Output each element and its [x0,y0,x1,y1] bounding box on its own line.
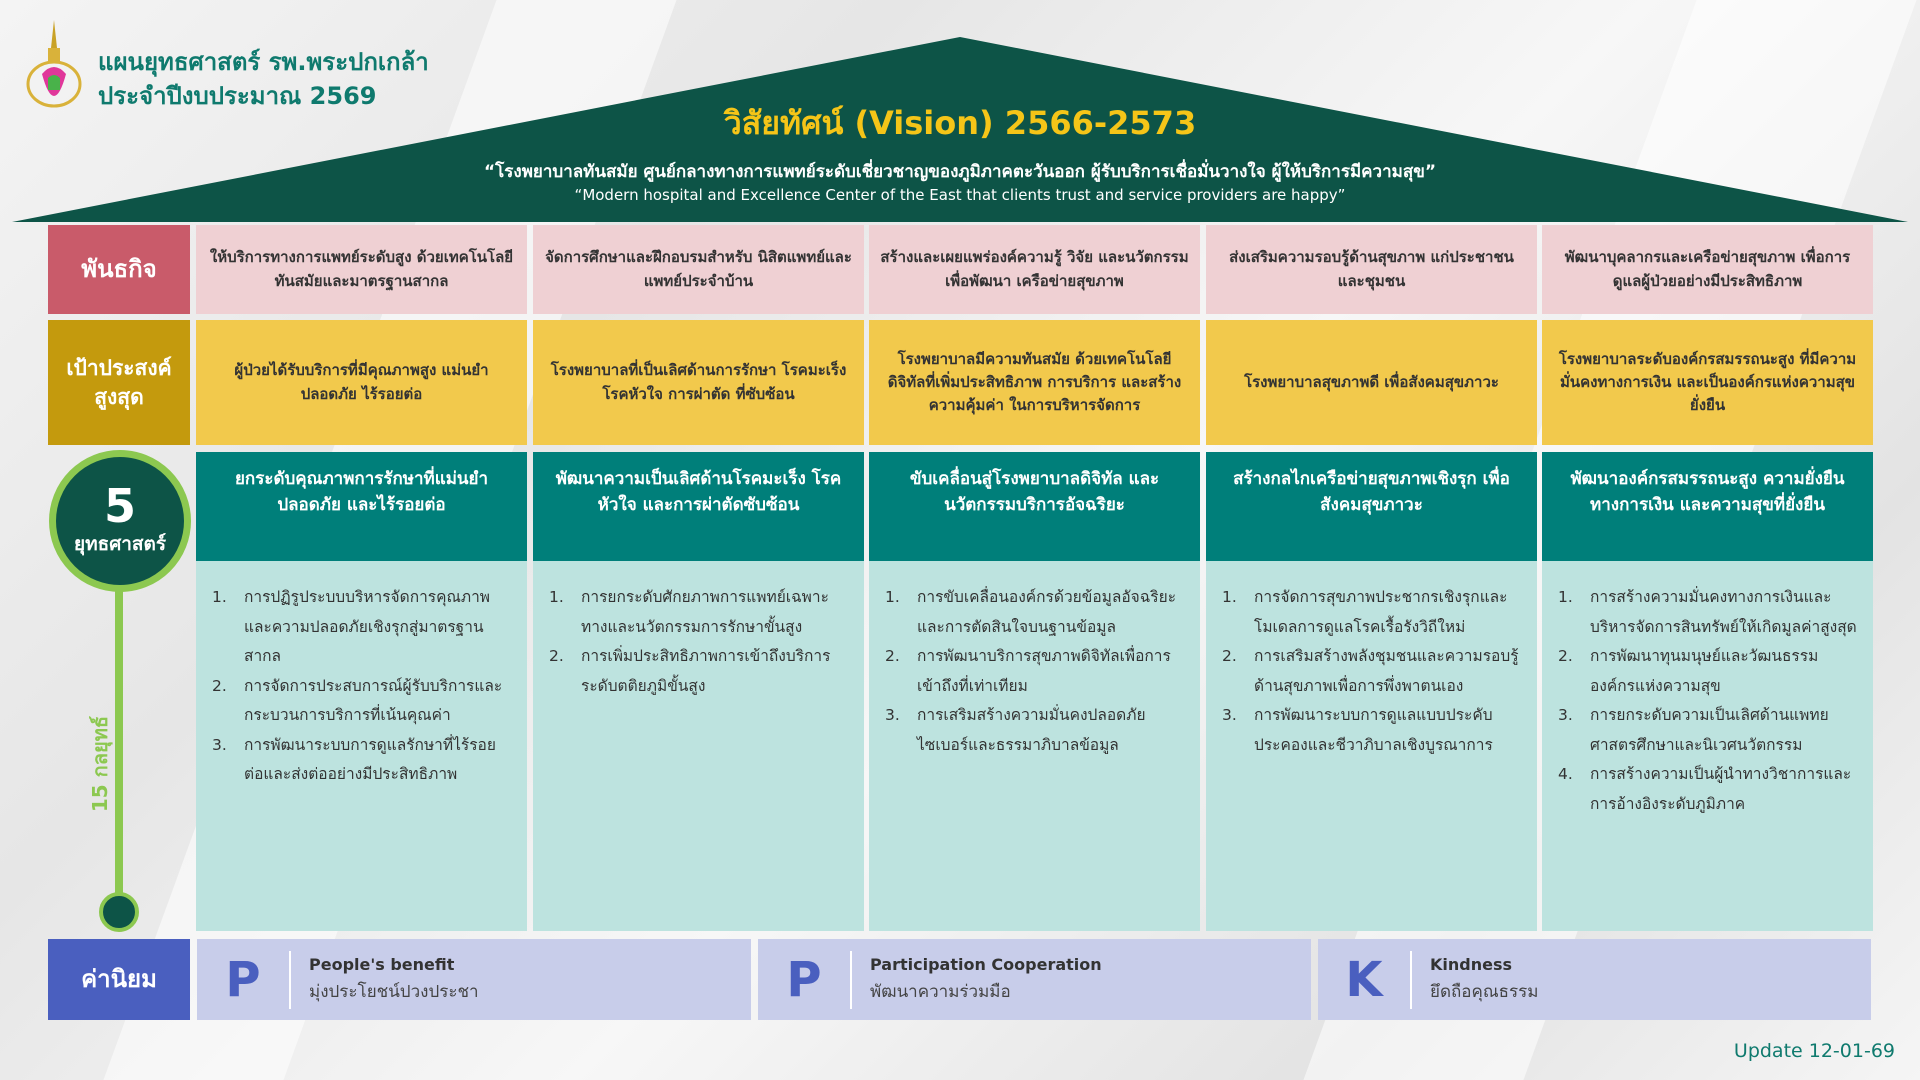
vision-statement-thai: “โรงพยาบาลทันสมัย ศูนย์กลางทางการแพทย์ระดับเชี่ยวชาญของภูมิภาคตะวันออก ผู้รับบริการเชื่อมั่นวางใจ ผู้ให้บริการมีความสุข” [483,162,1437,182]
strategy-count-badge [49,450,191,592]
tactic-number: 3. [1222,706,1237,724]
strategy-body-2 [533,561,864,931]
tactic-item [210,672,515,731]
tactic-text: การเสริมสร้างความมั่นคงปลอดภัยไซเบอร์และธรรมาภิบาลข้อมูล [917,706,1146,754]
strategy-count: 5 [103,479,136,533]
strategy-header-2: พัฒนาความเป็นเลิศด้านโรคมะเร็ง โรคหัวใจ และการผ่าตัดซับซ้อน [533,452,864,561]
tactic-text: การสร้างความเป็นผู้นำทางวิชาการและการอ้างอิงระดับภูมิภาค [1590,765,1852,813]
tactic-text: การพัฒนาบริการสุขภาพดิจิทัลเพื่อการเข้าถึงที่เท่าเทียม [917,647,1171,695]
vision-statement-english: “Modern hospital and Excellence Center of the East that clients trust and service providers are happy” [574,186,1346,204]
tactic-item [1556,583,1861,642]
goal-1: ผู้ป่วยได้รับบริการที่มีคุณภาพสูง แม่นยำ ปลอดภัย ไร้รอยต่อ [196,320,527,445]
tactic-text: การพัฒนาทุนมนุษย์และวัฒนธรรมองค์กรแห่งความสุข [1590,647,1819,695]
tactic-item [1556,760,1861,819]
value-thai: พัฒนาความร่วมมือ [870,981,1011,1002]
vision-title: วิสัยทัศน์ (Vision) 2566-2573 [723,104,1197,142]
divider [289,951,291,1009]
tactic-text: การสร้างความมั่นคงทางการเงินและบริหารจัดการสินทรัพย์ให้เกิดมูลค่าสูงสุด [1590,588,1857,636]
value-letter: K [1345,951,1383,1008]
tactic-text: การขับเคลื่อนองค์กรด้วยข้อมูลอัจฉริยะและการตัดสินใจบนฐานข้อมูล [917,588,1177,636]
tactic-item [883,642,1188,701]
tactic-text: การพัฒนาระบบการดูแลรักษาที่ไร้รอยต่อและส่งต่ออย่างมีประสิทธิภาพ [244,735,496,783]
tactic-number: 3. [885,706,900,724]
strategy-header-1: ยกระดับคุณภาพการรักษาที่แม่นยำ ปลอดภัย และไร้รอยต่อ [196,452,527,561]
tactic-list [210,583,515,790]
tactic-item [547,583,852,642]
goal-5: โรงพยาบาลระดับองค์กรสมรรถนะสูง ที่มีความมั่นคงทางการเงิน และเป็นองค์กรแห่งความสุขยั่งยืน [1542,320,1873,445]
tactic-number: 1. [1222,588,1237,606]
value-thai: ยึดถือคุณธรรม [1430,981,1539,1002]
mission-2: จัดการศึกษาและฝึกอบรมสำหรับ นิสิตแพทย์และแพทย์ประจำบ้าน [533,225,864,314]
value-thai: มุ่งประโยชน์ปวงประชา [309,981,479,1002]
tactic-list [1556,583,1861,819]
value-english: Participation Cooperation [870,954,1102,974]
tactic-number: 4. [1558,765,1573,783]
goal-3: โรงพยาบาลมีความทันสมัย ด้วยเทคโนโลยีดิจิทัลที่เพิ่มประสิทธิภาพ การบริการ และสร้างความคุ้มค่า ในการบริหารจัดการ [869,320,1200,445]
timeline-end-dot [99,892,139,932]
value-english: People's benefit [309,954,455,974]
tactic-number: 1. [1558,588,1573,606]
value-card-2 [758,939,1311,1020]
mission-4: ส่งเสริมความรอบรู้ด้านสุขภาพ แก่ประชาชนและชุมชน [1206,225,1537,314]
tactic-list [883,583,1188,760]
tactics-count-label: 15 กลยุทธ์ [88,715,112,813]
tactic-text: การจัดการประสบการณ์ผู้รับบริการและกระบวนการบริการที่เน้นคุณค่า [244,676,503,724]
plan-title: แผนยุทธศาสตร์ รพ.พระปกเกล้า [98,48,429,76]
strategy-body-3 [869,561,1200,931]
fiscal-year-title: ประจำปีงบประมาณ 2569 [98,82,377,110]
tactic-text: การปฏิรูประบบบริหารจัดการคุณภาพและความปลอดภัยเชิงรุกสู่มาตรฐานสากล [244,588,491,665]
strategy-header-5: พัฒนาองค์กรสมรรถนะสูง ความยั่งยืนทางการเงิน และความสุขที่ยั่งยืน [1542,452,1873,561]
tactic-number: 2. [1222,647,1237,665]
strategy-header-3: ขับเคลื่อนสู่โรงพยาบาลดิจิทัล และนวัตกรรมบริการอัจฉริยะ [869,452,1200,561]
tactic-number: 3. [212,735,227,754]
tactic-text: การจัดการสุขภาพประชากรเชิงรุกและโมเดลการดูแลโรคเรื้อรังวิถีใหม่ [1254,588,1508,636]
strategy-body-5 [1542,561,1873,931]
tactic-item [883,701,1188,760]
tactic-text: การพัฒนาระบบการดูแลแบบประคับประคองและชีวาภิบาลเชิงบูรณาการ [1254,706,1493,754]
value-letter: P [225,951,261,1008]
value-letter: P [786,951,822,1008]
tactic-item [210,731,515,790]
strategy-body-4 [1206,561,1537,931]
goal-4: โรงพยาบาลสุขภาพดี เพื่อสังคมสุขภาวะ [1206,320,1537,445]
strategy-count-label: ยุทธศาสตร์ [73,533,167,555]
mission-1: ให้บริการทางการแพทย์ระดับสูง ด้วยเทคโนโลยีทันสมัยและมาตรฐานสากล [196,225,527,314]
tactic-text: การเสริมสร้างพลังชุมชนและความรอบรู้ด้านสุขภาพเพื่อการพึ่งพาตนเอง [1254,647,1519,695]
tactic-text: การเพิ่มประสิทธิภาพการเข้าถึงบริการระดับตติยภูมิขั้นสูง [581,647,831,695]
tactic-number: 1. [885,588,900,606]
tactic-number: 2. [212,676,227,695]
tactic-number: 2. [549,647,564,665]
tactic-item [210,583,515,672]
tactic-number: 1. [549,588,564,606]
tactic-item [1220,583,1525,642]
strategy-body-1 [196,561,527,931]
tactic-number: 1. [212,588,227,606]
tactic-item [883,583,1188,642]
value-card-1 [197,939,751,1020]
strategy-header-4: สร้างกลไกเครือข่ายสุขภาพเชิงรุก เพื่อสังคมสุขภาวะ [1206,452,1537,561]
mission-5: พัฒนาบุคลากรและเครือข่ายสุขภาพ เพื่อการดูแลผู้ป่วยอย่างมีประสิทธิภาพ [1542,225,1873,314]
tactic-item [1220,701,1525,760]
tactic-list [547,583,852,701]
tactic-number: 2. [1558,647,1573,665]
divider [1410,951,1412,1009]
goal-label: เป้าประสงค์สูงสุด [48,320,190,445]
value-english: Kindness [1430,954,1513,974]
tactic-item [547,642,852,701]
mission-3: สร้างและเผยแพร่องค์ความรู้ วิจัย และนวัตกรรม เพื่อพัฒนา เครือข่ายสุขภาพ [869,225,1200,314]
value-card-3 [1318,939,1871,1020]
tactic-item [1556,642,1861,701]
mission-label: พันธกิจ [48,225,190,314]
values-label: ค่านิยม [48,939,190,1020]
tactic-item [1220,642,1525,701]
tactic-list [1220,583,1525,760]
goal-2: โรงพยาบาลที่เป็นเลิศด้านการรักษา โรคมะเร็ง โรคหัวใจ การผ่าตัด ที่ซับซ้อน [533,320,864,445]
tactic-item [1556,701,1861,760]
update-date: Update 12-01-69 [1733,1040,1895,1062]
tactic-number: 2. [885,647,900,665]
tactic-number: 3. [1558,706,1573,724]
divider [850,951,852,1009]
timeline-line [115,590,123,895]
tactic-text: การยกระดับความเป็นเลิศด้านแพทยศาสตรศึกษาและนิเวศนวัตกรรม [1590,706,1829,754]
tactic-text: การยกระดับศักยภาพการแพทย์เฉพาะทางและนวัตกรรมการรักษาขั้นสูง [581,588,829,636]
